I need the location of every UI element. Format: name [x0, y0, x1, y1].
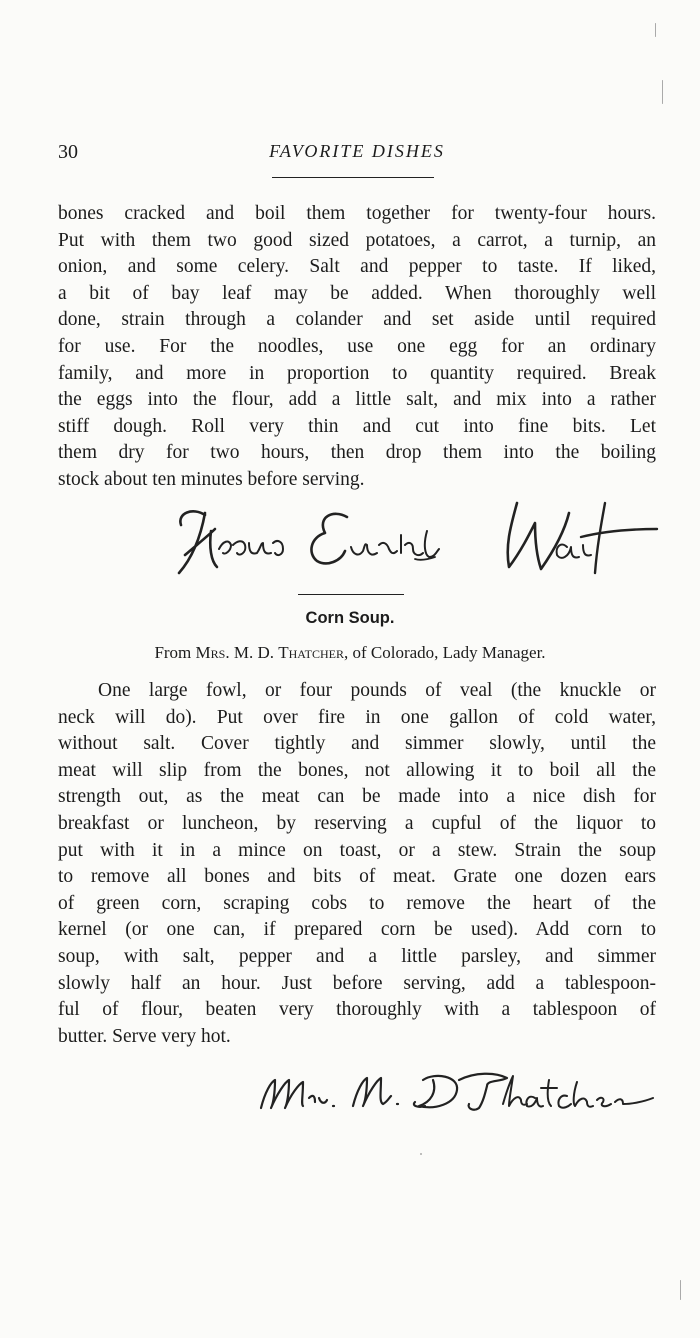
text-line: stiff dough. Roll very thin and cut into fine bits. Let: [58, 415, 656, 437]
text-line: breakfast or luncheon, by reserving a cupful of the liquor to: [58, 812, 656, 834]
text-line: family, and more in proportion to quantity required. Break: [58, 362, 656, 384]
running-title: FAVORITE DISHES: [269, 141, 445, 161]
attribution-initials: M. D.: [229, 643, 279, 662]
section-rule: [298, 594, 404, 595]
text-line: a bit of bay leaf may be added. When thoroughly well: [58, 282, 656, 304]
attribution-suffix: , of Colorado, Lady Manager.: [343, 643, 546, 662]
text-line: bones cracked and boil them together for twenty-four hours.: [58, 203, 656, 224]
text-line: Put with them two good sized potatoes, a carrot, a turnip, an: [58, 229, 656, 251]
page-speck: [420, 1153, 422, 1155]
text-line: meat will slip from the bones, not allowing it to boil all the: [58, 759, 656, 781]
page-header: [58, 141, 656, 171]
text-line: neck will do). Put over fire in one gallon of cold water,: [58, 706, 656, 728]
text-line: without salt. Cover tightly and simmer slowly, until the: [58, 733, 656, 755]
signature-mrs-m-d-thatcher: [255, 1058, 655, 1128]
noodle-soup-paragraph: [58, 201, 656, 494]
text-line: strength out, as the meat can be made into a nice dish for: [58, 786, 656, 808]
text-line: put with it in a mince on toast, or a stew. Strain the soup: [58, 839, 656, 861]
text-line: butter. Serve very hot.: [58, 1025, 231, 1047]
text-line: done, strain through a colander and set aside until required: [58, 309, 656, 331]
attribution-honorific: Mrs.: [195, 643, 230, 662]
text-line: the eggs into the flour, add a little salt, and mix into a rather: [58, 389, 656, 411]
page-number: 30: [58, 141, 78, 163]
page-speck: [680, 1280, 681, 1300]
recipe-attribution: [0, 643, 700, 663]
text-line: soup, with salt, pepper and a little parsley, and simmer: [58, 945, 656, 967]
text-line: slowly half an hour. Just before serving, add a tablespoon-: [58, 972, 656, 994]
text-line: them dry for two hours, then drop them into the boiling: [58, 442, 656, 464]
recipe-title: Corn Soup.: [305, 609, 395, 627]
signature-ileana-eunice-wait: [165, 495, 660, 585]
header-rule: [272, 177, 434, 178]
corn-soup-paragraph: [58, 678, 656, 1050]
attribution-prefix: From: [154, 643, 196, 662]
text-line: One large fowl, or four pounds of veal (the knuckle or: [98, 680, 656, 701]
text-line: of green corn, scraping cobs to remove the heart of the: [58, 892, 656, 914]
text-line: to remove all bones and bits of meat. Grate one dozen ears: [58, 866, 656, 888]
page-speck: [662, 80, 663, 104]
attribution-surname: Thatcher: [278, 643, 344, 662]
text-line: ful of flour, beaten very thoroughly with a tablespoon of: [58, 999, 656, 1021]
text-line: onion, and some celery. Salt and pepper to taste. If liked,: [58, 256, 656, 278]
text-line: kernel (or one can, if prepared corn be used). Add corn to: [58, 919, 656, 941]
text-line: stock about ten minutes before serving.: [58, 468, 365, 490]
page-speck: [655, 23, 656, 37]
text-line: for use. For the noodles, use one egg for an ordinary: [58, 335, 656, 357]
